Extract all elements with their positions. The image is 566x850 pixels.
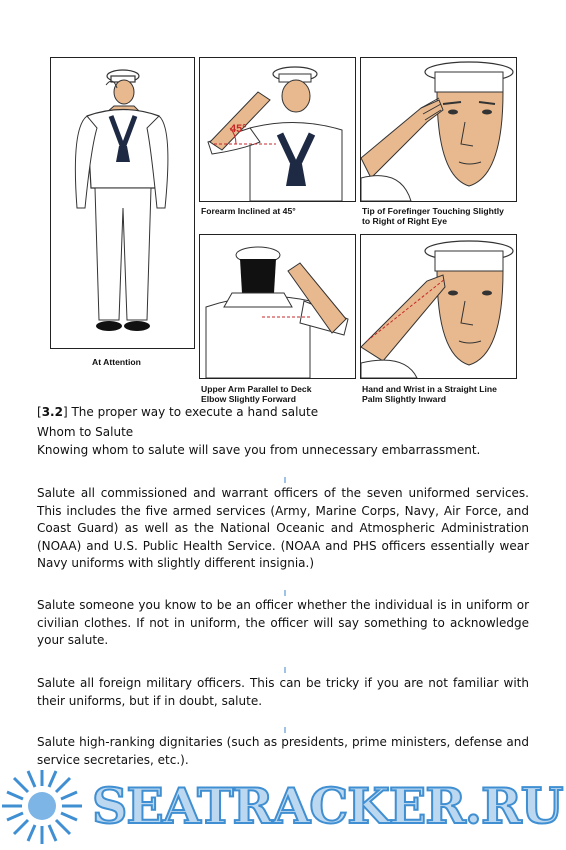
section-heading: Whom to Salute bbox=[37, 425, 134, 439]
paragraph-marker bbox=[284, 477, 286, 483]
paragraph-uniformed-services: Salute all commissioned and warrant officers of the seven uniformed services. This includes the five armed services (Army, Marine Corps, Navy, Air Force, and Coast Guard) as well as the National Oceanic and Atmospheric Administration (NOAA) and U.S. Public Health Service. (NOAA and PHS officers essentially wear Navy uniforms with slightly different insignia.) bbox=[37, 486, 529, 570]
paragraph-marker bbox=[284, 667, 286, 673]
angle-label: 45° bbox=[230, 123, 247, 135]
watermark-text: SEATRACKER.RU bbox=[92, 777, 563, 835]
paragraph-dignitaries: Salute high-ranking dignitaries (such as presidents, prime ministers, defense and service secretaries, etc.). bbox=[37, 735, 529, 767]
salute-panel-upper-arm bbox=[199, 234, 356, 379]
section-intro: Knowing whom to salute will save you from unnecessary embarrassment. bbox=[37, 443, 481, 457]
paragraph-marker bbox=[284, 590, 286, 596]
paragraph-known-officer: Salute someone you know to be an officer whether the individual is in uniform or civilian clothes. If not in uniform, the officer will say something to acknowledge your salute. bbox=[37, 598, 529, 647]
figure-caption-text: The proper way to execute a hand salute bbox=[71, 405, 319, 419]
forefinger-illustration bbox=[361, 58, 516, 201]
paragraph-marker bbox=[284, 727, 286, 733]
upper-arm-illustration bbox=[200, 235, 355, 378]
panel-caption-forearm: Forearm Inclined at 45° bbox=[201, 206, 296, 216]
hand-wrist-illustration bbox=[361, 235, 516, 378]
panel-caption-forefinger: Tip of Forefinger Touching Slightly to Right of Right Eye bbox=[362, 206, 504, 226]
panel-caption-upper-arm: Upper Arm Parallel to Deck Elbow Slightly Forward bbox=[201, 384, 312, 404]
sailor-attention-illustration bbox=[51, 58, 194, 348]
salute-panel-hand-wrist bbox=[360, 234, 517, 379]
paragraph-foreign-officers: Salute all foreign military officers. This can be tricky if you are not familiar with their uniforms, but if in doubt, salute. bbox=[37, 676, 529, 708]
salute-panel-attention bbox=[50, 57, 195, 349]
forearm-45-illustration bbox=[200, 58, 355, 201]
figure-number: 3.2 bbox=[41, 405, 63, 419]
salute-panel-forearm bbox=[199, 57, 356, 202]
salute-panel-forefinger bbox=[360, 57, 517, 202]
panel-caption-attention: At Attention bbox=[92, 357, 141, 367]
panel-caption-hand-wrist: Hand and Wrist in a Straight Line Palm Slightly Inward bbox=[362, 384, 497, 404]
figure-caption: [3.2] The proper way to execute a hand salute bbox=[37, 405, 319, 419]
